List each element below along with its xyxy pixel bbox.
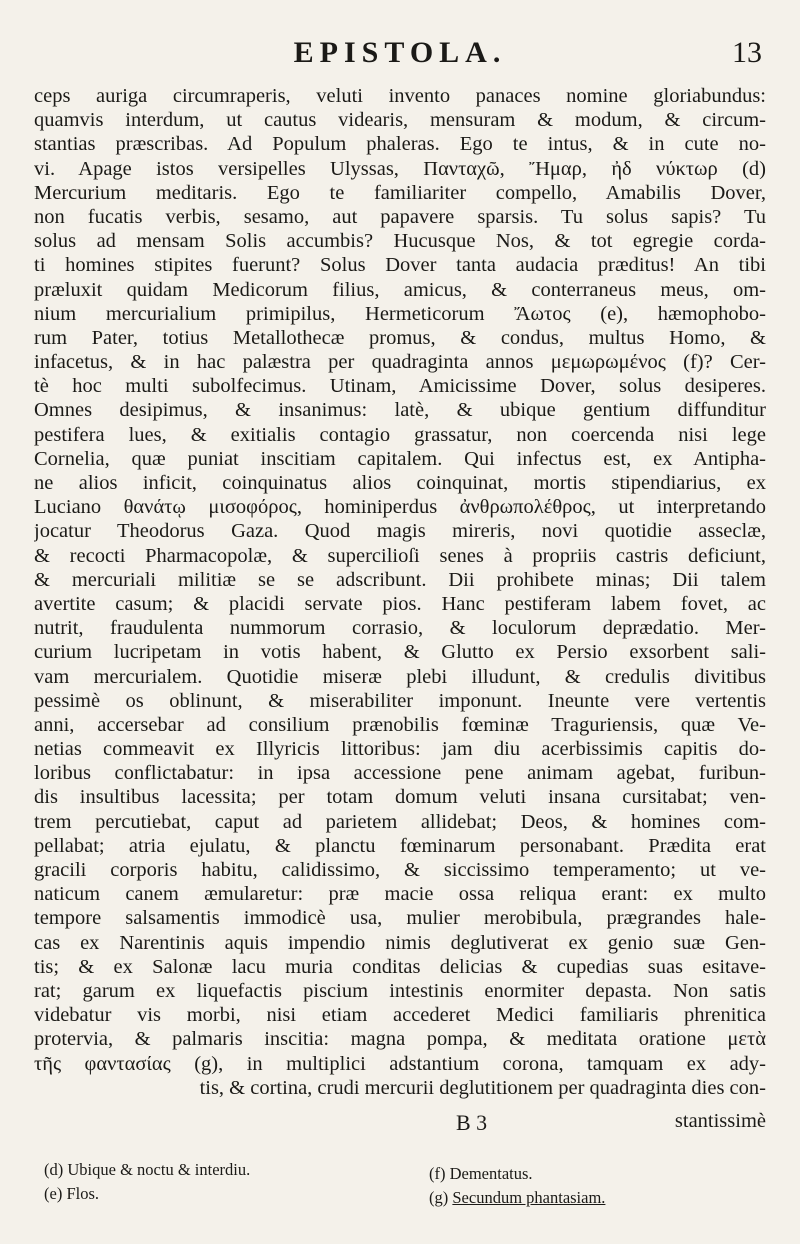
text-line: ceps auriga circumraperis, veluti invento panaces nomine gloriabundus: (34, 85, 766, 107)
body-text (34, 84, 766, 1100)
text-line: rum Pater, totius Metallothecæ promus, & condus, multus Homo, & (34, 326, 766, 349)
text-line: ti homines stipites fuerunt? Solus Dover tanta audacia præditus! An tibi (34, 254, 766, 277)
catchword: stantissimè (674, 1110, 766, 1132)
text-line: gracili corporis habitu, calidissimo, & siccissimo temperamento; ut ve- (34, 859, 766, 881)
footnote-mark: (e) (44, 1184, 63, 1203)
text-line: & recocti Pharmacopolæ, & supercilioſi senes à propriis castris deficiunt, (34, 544, 766, 567)
footnote-text: Flos. (66, 1184, 100, 1203)
signature-row (34, 1110, 766, 1140)
text-line: curium lucripetam in votis habent, & Glutto ex Persio exsorbent sali- (34, 641, 766, 664)
footnotes (44, 1158, 764, 1228)
footnote-f (429, 1164, 533, 1184)
text-line: cas ex Narentinis aquis impendio nimis deglutiverat ex genio suæ Gen- (34, 931, 766, 954)
text-line: pestifera lues, & exitialis contagio grassatur, non coercenda nisi lege (34, 423, 766, 446)
text-line: avertite casum; & placidi servate pios. Hanc pestiferam labem fovet, ac (34, 592, 766, 615)
footnote-d (44, 1160, 250, 1180)
footnote-mark: (d) (44, 1160, 64, 1179)
footnote-g (429, 1188, 605, 1208)
text-line: non fucatis verbis, sesamo, aut papavere sparsis. Tu solus sapis? Tu (34, 205, 766, 228)
text-line: trem percutiebat, caput ad parietem allidebat; Deos, & homines com- (34, 810, 766, 833)
text-line: tempore salsamentis immodicè usa, mulier merobibula, prægrandes hale- (34, 907, 766, 930)
text-line: naticum canem æmularetur: præ macie ossa reliqua erant: ex multo (34, 883, 766, 906)
text-line: videbatur vis morbi, nisi etiam accederet Medici familiaris phrenitica (34, 1004, 766, 1027)
footnote-text: Secundum phantasiam. (452, 1188, 606, 1207)
running-title: EPISTOLA. (293, 36, 507, 69)
text-line: Omnes desipimus, & insanimus: latè, & ubique gentium diffunditur (34, 399, 766, 422)
text-line: ne alios inficit, coinquinatus alios coinquinat, mortis stipendiarius, ex (34, 472, 766, 494)
text-line: pessimè os oblinunt, & miserabiliter imponunt. Ineunte vere vertentis (34, 689, 766, 712)
footnote-mark: (f) (429, 1164, 446, 1183)
text-line: tè hoc multi subolfecimus. Utinam, Amicissime Dover, solus desiperes. (34, 375, 766, 398)
text-line: tis; & ex Salonæ lacu muria conditas delicias & cupedias suas esitave- (34, 955, 766, 978)
text-line: & mercuriali militiæ se se adscribunt. Dii prohibete minas; Dii talem (34, 568, 766, 591)
text-line: jocatur Theodorus Gaza. Quod magis mireris, novi quotidie asseclæ, (34, 520, 766, 543)
footnote-e (44, 1184, 99, 1204)
page-number: 13 (732, 36, 762, 69)
signature-mark: B 3 (456, 1110, 488, 1135)
text-line: protervia, & palmaris inscitia: magna pompa, & meditata oratione μετὰ (34, 1028, 766, 1051)
text-line: Luciano θανάτῳ μισοφόρος, hominiperdus ἀνθρωπολέθρος, ut interpretando (34, 496, 766, 519)
text-line: τῆς φαντασίας (g), in multiplici adstantium corona, tamquam ex ady- (34, 1052, 766, 1075)
text-line: dis insultibus lacessita; per totam domum veluti insana cursitabat; ven- (34, 786, 766, 809)
running-head (30, 30, 770, 82)
text-line: vam mercurialem. Quotidie miseræ plebi illudunt, & credulis divitibus (34, 665, 766, 688)
text-line: loribus conflictabatur: in ipsa accessione pene animam agebat, furibun- (34, 762, 766, 785)
text-line: rat; garum ex liquefactis piscium intestinis enormiter depasta. Non satis (34, 979, 766, 1002)
text-line: anni, accersebar ad consilium prænobilis fœminæ Traguriensis, quæ Ve- (34, 713, 766, 736)
text-line: tis, & cortina, crudi mercurii deglutitionem per quadraginta dies con- (199, 1076, 766, 1099)
text-line: vi. Apage istos versipelles Ulyssas, Πανταχῶ, Ἤμαρ, ἠδ νύκτωρ (d) (34, 157, 766, 180)
text-line: præluxit quidam Medicorum filius, amicus, & conterraneus meus, om- (34, 278, 766, 301)
text-line: Cornelia, quæ puniat inscitiam capitalem. Qui infectus est, ex Antipha- (34, 447, 766, 470)
text-line: netias commeavit ex Illyricis littoribus: jam diu acerbissimis capitis do- (34, 738, 766, 761)
text-line: Mercurium meditaris. Ego te familiariter compello, Amabilis Dover, (34, 181, 766, 204)
text-line: pellabat; atria ejulatu, & planctu fœminarum personabant. Prædita erat (34, 834, 766, 857)
footnote-text: Dementatus. (449, 1164, 533, 1183)
footnote-mark: (g) (429, 1188, 449, 1207)
text-line: nium mercurialium primipilus, Hermeticorum Ἄωτος (e), hæmophobo- (34, 302, 766, 325)
footnote-text: Ubique & noctu & interdiu. (67, 1160, 251, 1179)
text-line: solus ad mensam Solis accumbis? Hucusque Nos, & tot egregie corda- (34, 230, 766, 253)
text-line: infacetus, & in hac palæstra per quadraginta annos μεμωρωμένος (f)? Cer- (34, 351, 766, 374)
text-line: nutrit, fraudulenta nummorum corrasio, & loculorum deprædatio. Mer- (34, 617, 766, 640)
text-line: stantias præscribas. Ad Populum phaleras. Ego te intus, & in cute no- (34, 133, 766, 156)
text-line: quamvis interdum, ut cautus videaris, mensuram & modum, & circum- (34, 109, 766, 132)
